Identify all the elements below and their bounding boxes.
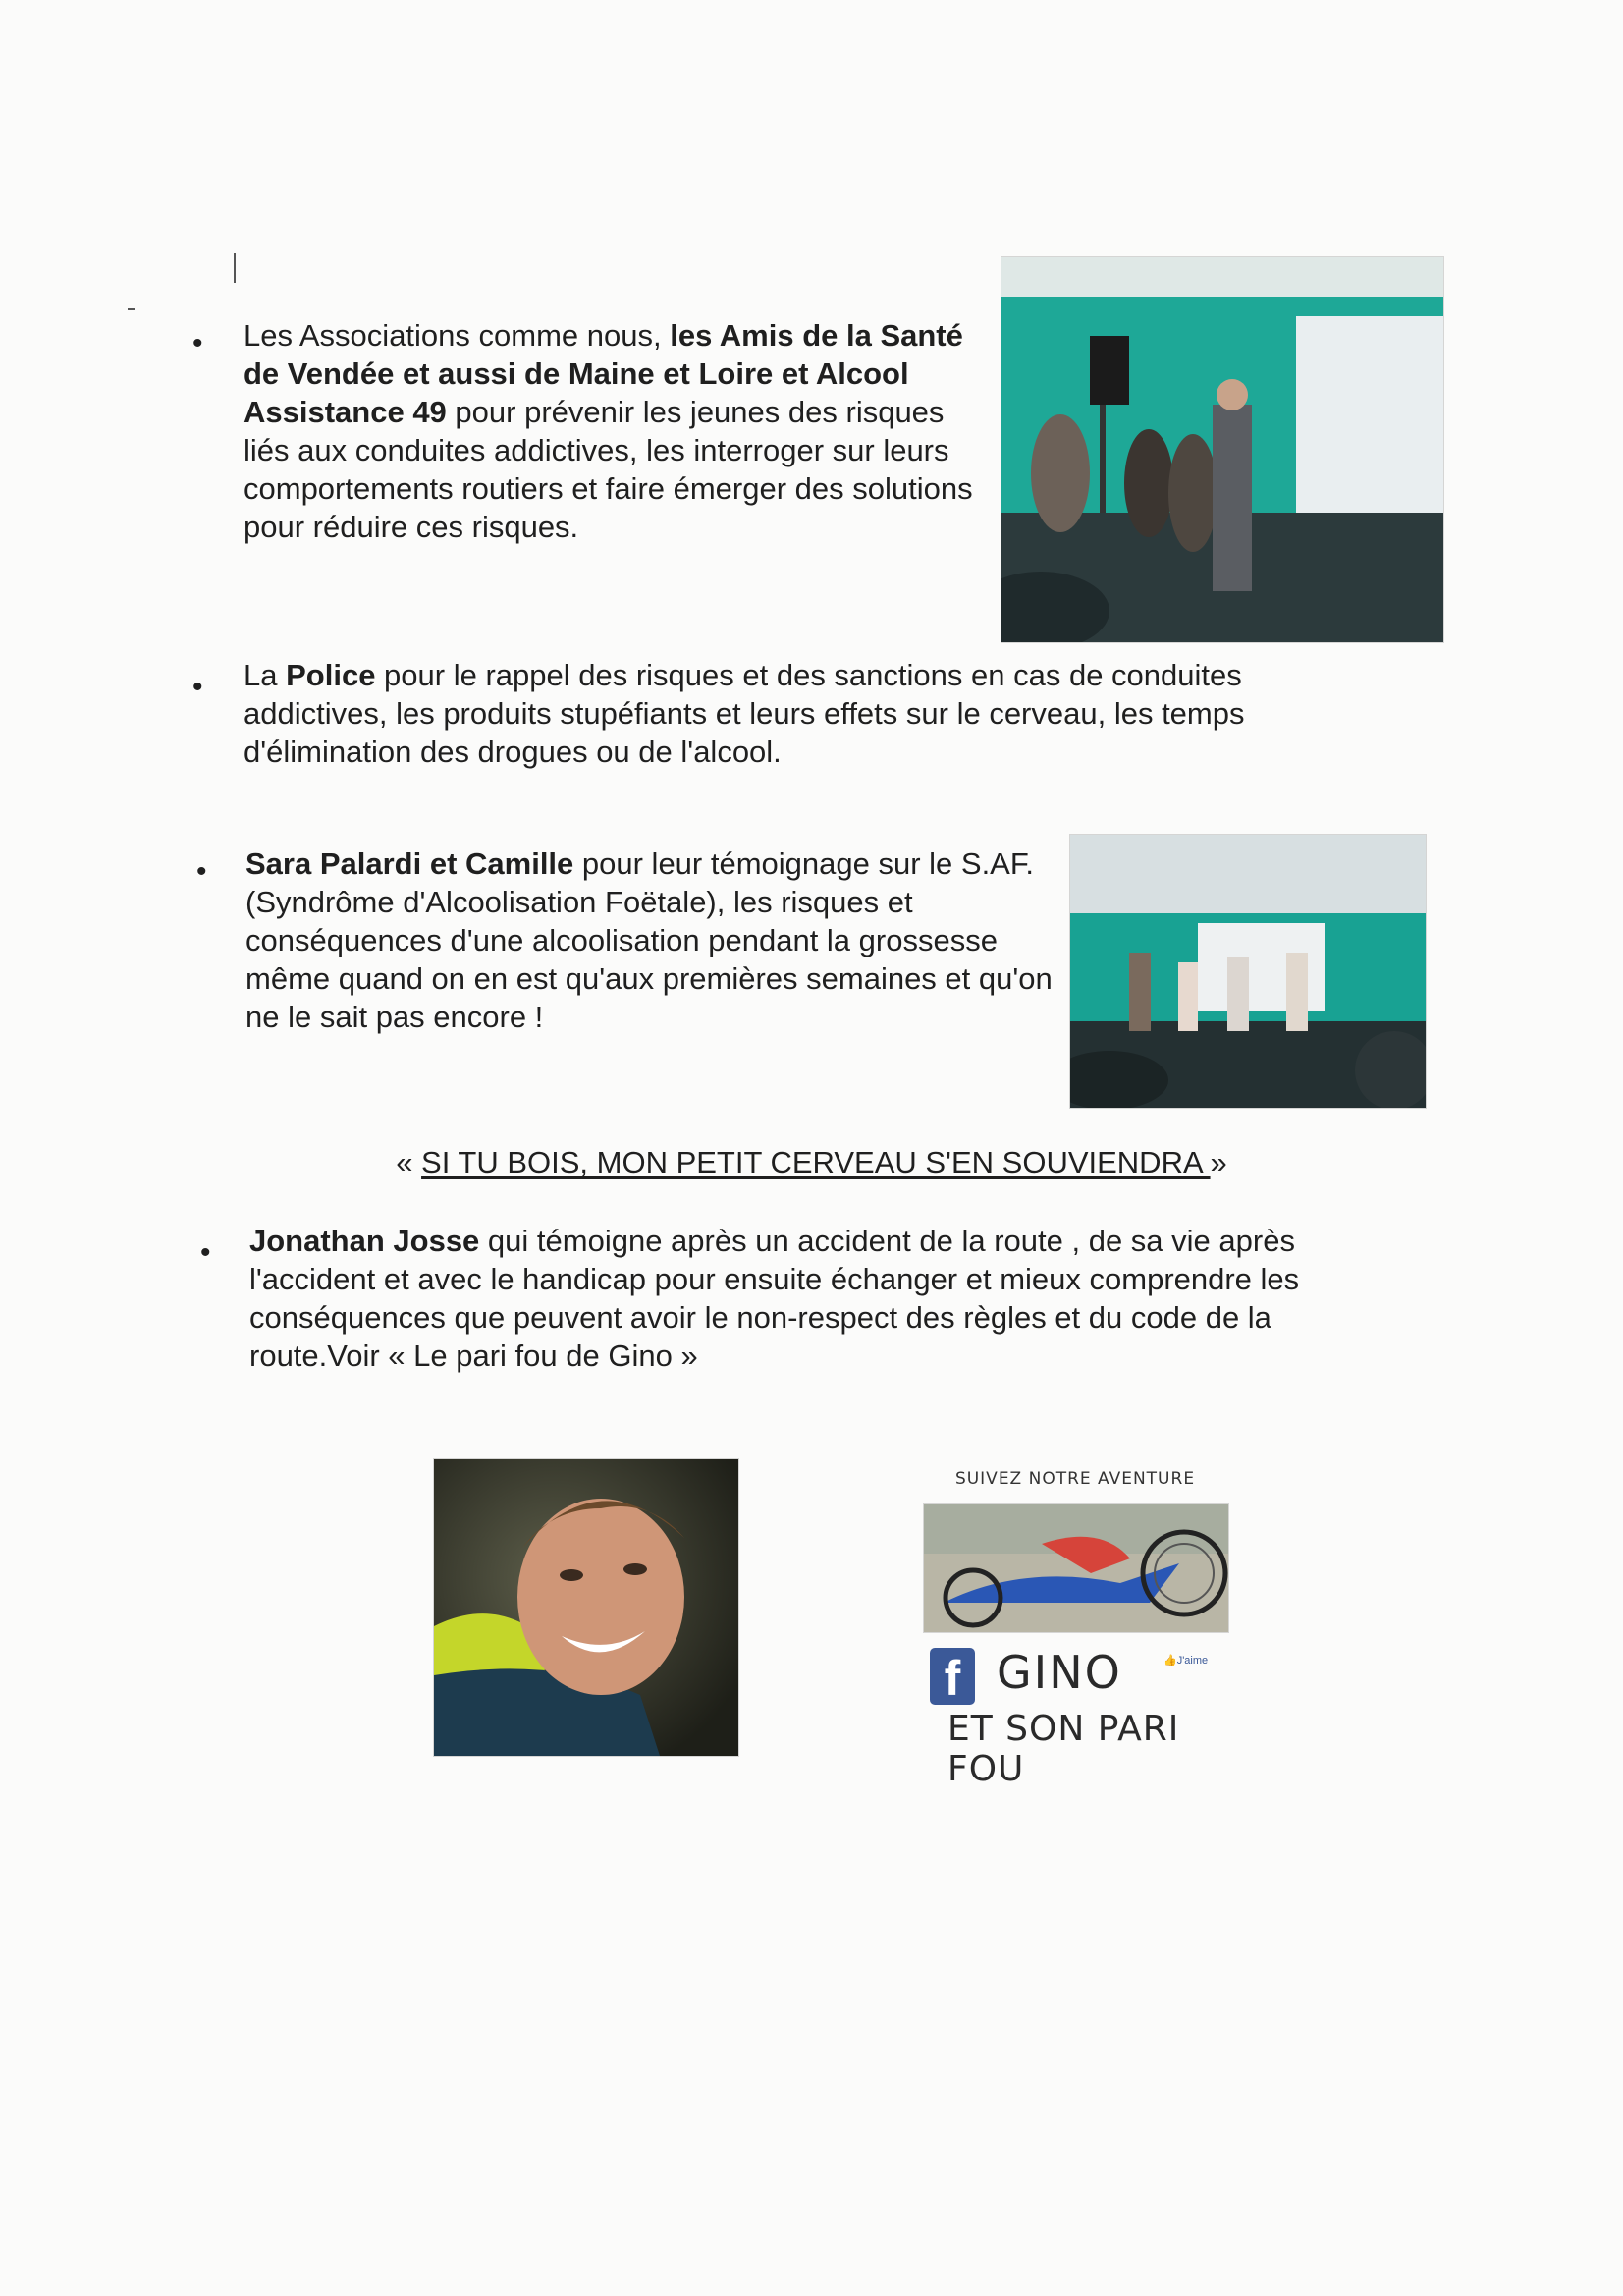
- slogan: [0, 1143, 1623, 1182]
- text-run: pour le rappel des risques et des sanctions en cas de conduites addictives, les produits stupéfiants et leurs effets sur le cerveau, les temps d'élimination des drogues ou de l'alcool.: [243, 658, 1245, 769]
- like-badge: [1163, 1654, 1208, 1667]
- text-run: pour leur témoignage sur le S.AF. (Syndrôme d'Alcoolisation Foëtale), les risques et conséquences d'une alcoolisation pendant la grossesse même quand on en est qu'aux premières semaines et qu'on ne le sait pas encore !: [245, 847, 1053, 1034]
- slogan-text: SI TU BOIS, MON PETIT CERVEAU S'EN SOUVIENDRA: [421, 1145, 1211, 1179]
- bold-run: les Amis de la Santé de Vendée et aussi de Maine et Loire et Alcool Assistance 49: [243, 318, 963, 429]
- scan-mark: [128, 308, 135, 310]
- paragraph-police: [243, 656, 1343, 771]
- bold-run: Sara Palardi et Camille: [245, 847, 574, 881]
- text-run: pour prévenir les jeunes des risques liés aux conduites addictives, les interroger sur leurs comportements routiers et faire émerger des solutions pour réduire ces risques.: [243, 395, 973, 544]
- bold-run: Jonathan Josse: [249, 1224, 480, 1258]
- gino-promo-card: [918, 1469, 1232, 1789]
- text-run: Les Associations comme nous,: [243, 318, 671, 353]
- like-label: J'aime: [1176, 1655, 1209, 1667]
- text-run: qui témoigne après un accident de la route , de sa vie après l'accident et avec le handicap pour ensuite échanger et mieux comprendre les conséquences que peuvent avoir le non-respect des règles et du code de la route.Voir « Le pari fou de Gino »: [249, 1224, 1300, 1373]
- slogan-close-quote: »: [1210, 1145, 1227, 1179]
- photo-handbike: [924, 1504, 1228, 1632]
- facebook-icon: f: [930, 1648, 975, 1705]
- photo-associations-presentation: [1001, 257, 1443, 642]
- bullet: •: [192, 327, 203, 359]
- slogan-open-quote: «: [396, 1145, 422, 1179]
- paragraph-jonathan-josse: [249, 1222, 1398, 1375]
- paragraph-sara-camille: [245, 845, 1060, 1036]
- photo-jonathan-portrait: [434, 1459, 738, 1756]
- bullet: •: [192, 671, 203, 703]
- paragraph-associations: [243, 316, 990, 546]
- photo-testimony-session: [1070, 835, 1426, 1108]
- thumbs-up-icon: 👍: [1163, 1655, 1177, 1667]
- bullet: •: [196, 855, 207, 888]
- scan-mark: [234, 253, 236, 283]
- gino-name: GINO: [997, 1646, 1122, 1699]
- bullet: •: [200, 1236, 211, 1269]
- gino-tagline: SUIVEZ NOTRE AVENTURE: [954, 1469, 1196, 1489]
- gino-subtitle: ET SON PARI FOU: [947, 1709, 1180, 1789]
- bold-run: Police: [286, 658, 376, 692]
- text-run: La: [243, 658, 287, 692]
